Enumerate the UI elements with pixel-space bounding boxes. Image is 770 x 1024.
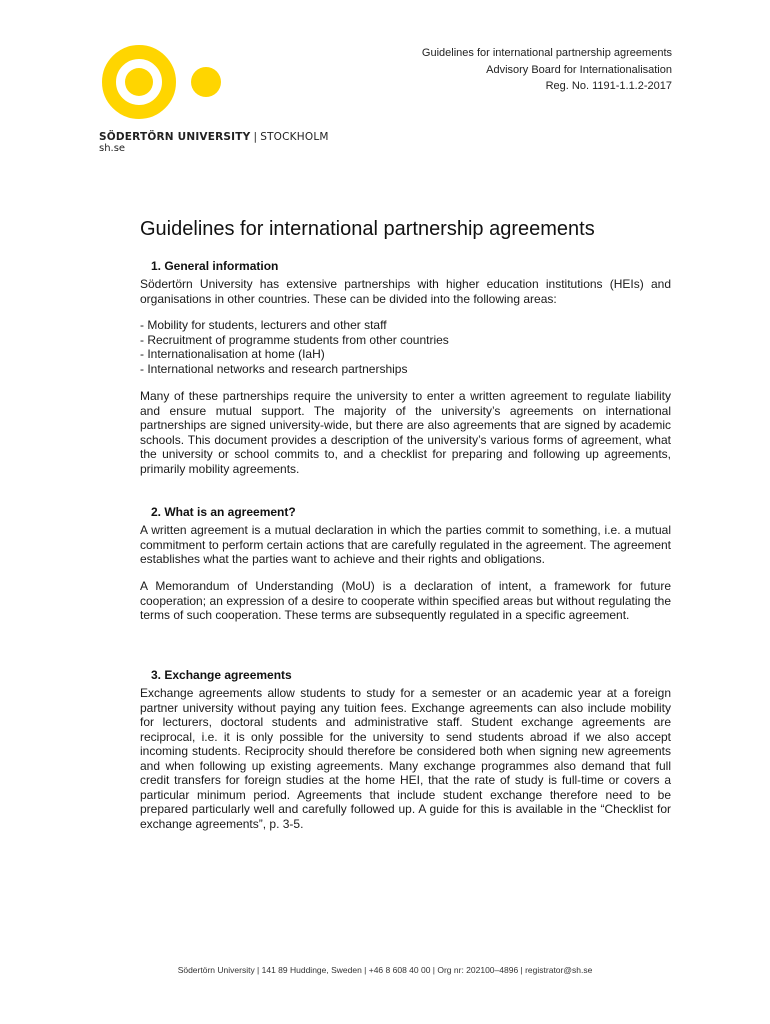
section-3-heading: 3. Exchange agreements: [151, 668, 292, 682]
section-1-paragraph: Many of these partnerships require the university to enter a written agreement to regulate liability and ensure mutual support. The majority of the university’s agreements on international partnerships are signed university-wide, but there are also agreements that are signed by academic schools. This document provides a description of the university’s various forms of agreement, what the university or school commits to, and a checklist for preparing and following up agreements, primarily mobility agreements.: [140, 389, 671, 476]
list-item: - Mobility for students, lecturers and other staff: [140, 318, 387, 332]
section-3-paragraph: Exchange agreements allow students to study for a semester or an academic year at a foreign partner university without paying any tuition fees. Exchange agreements can also include mobility for lecturers, doctoral students and administrative staff. Student exchange agreements are reciprocal, i.e. it is only possible for the university to send students abroad if we also accept incoming students. Reciprocity should therefore be considered both when signing new agreements and when following up existing agreements. Many exchange programmes also demand that full credit transfers for foreign studies at the home HEI, that the rate of study is full-time or covers a particular minimum period. Agreements that include student exchange therefore need to be prepared particularly well and carefully followed up. A guide for this is available in the “Checklist for exchange agreements”, p. 3-5.: [140, 686, 671, 831]
list-item: - International networks and research partnerships: [140, 361, 408, 376]
logo-city: STOCKHOLM: [260, 131, 329, 143]
logo-web: sh.se: [99, 143, 126, 154]
section-1-list: [140, 318, 449, 376]
document-header: [422, 45, 672, 95]
list-item: - Recruitment of programme students from other countries: [140, 332, 449, 347]
page-title: Guidelines for international partnership agreements: [140, 218, 595, 240]
header-title: Guidelines for international partnership agreements: [421, 47, 672, 59]
section-2-paragraph-2: A Memorandum of Understanding (MoU) is a declaration of intent, a framework for future cooperation; an expression of a desire to cooperate within specified areas but without regulating the terms of such cooperation. These terms are subsequently regulated in a specific agreement.: [140, 579, 671, 622]
section-1-intro: Södertörn University has extensive partnerships with higher education institutions (HEIs) and organisations in other countries. These can be divided into the following areas:: [140, 277, 671, 306]
logo-wordmark: [99, 131, 329, 143]
section-2-paragraph-1: A written agreement is a mutual declaration in which the parties commit to something, i.e. a mutual commitment to perform certain actions that are carefully regulated in the agreement. The agreement establishes what the parties want to achieve and their rights and obligations.: [140, 523, 671, 566]
section-1-heading: 1. General information: [151, 259, 279, 273]
section-2-heading: 2. What is an agreement?: [151, 505, 296, 519]
header-board: Advisory Board for Internationalisation: [486, 63, 672, 76]
logo-university: SÖDERTÖRN UNIVERSITY: [99, 131, 251, 143]
sodertorn-logo-icon: [96, 42, 226, 122]
logo-separator: |: [253, 131, 258, 143]
header-reg-no: Reg. No. 1191-1.1.2-2017: [545, 80, 672, 92]
list-item: - Internationalisation at home (IaH): [140, 347, 325, 361]
page-footer: Södertörn University | 141 89 Huddinge, Sweden | +46 8 608 40 00 | Org nr: 202100–4896 | registrator@sh.se: [177, 965, 593, 975]
